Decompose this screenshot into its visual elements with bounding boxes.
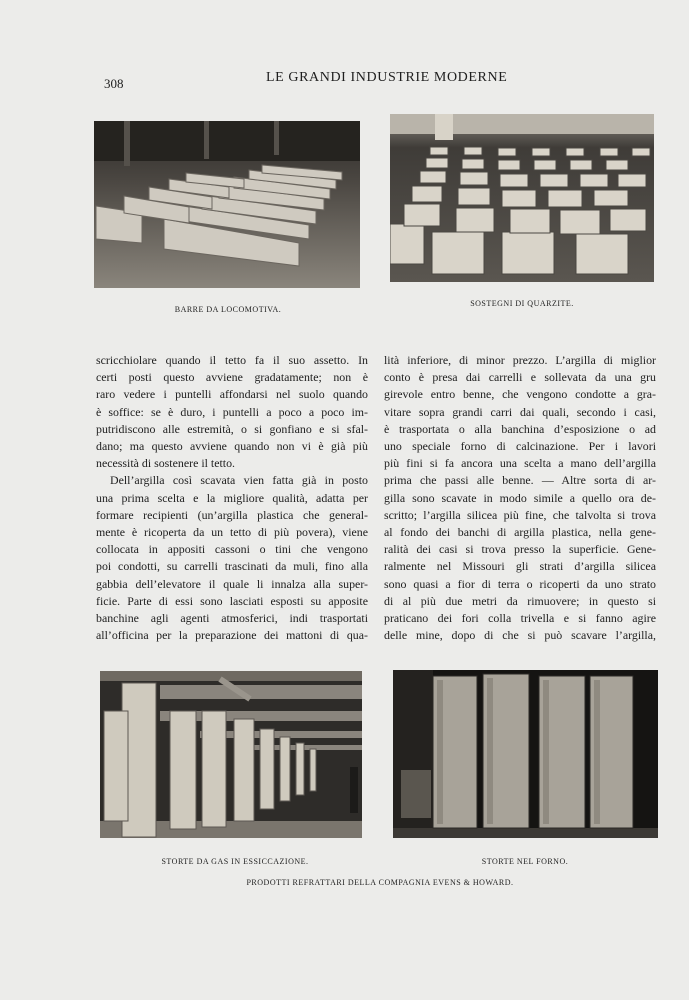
text-line: scritto; l’argilla silicea più fine, che talvolta si trova: [384, 507, 656, 522]
text-line: raro vedere i puntelli affondarsi nel suolo quando: [96, 387, 368, 402]
text-line: dano; ma questo avviene quando non vi è già più: [96, 439, 368, 454]
text-line: ralmente nel Missouri gli strati d’argilla silicea: [384, 559, 656, 574]
text-line: prima che passi alle benne. — Altre sorta di ar-: [384, 473, 656, 488]
figure-caption-quartzite-supports: SOSTEGNI DI QUARZITE.: [470, 299, 574, 308]
text-line: sono quasi a fior di terra o ricoperti da uno strato: [384, 576, 656, 591]
text-line: banchine agli agenti atmosferici, indi trasportati: [96, 611, 368, 626]
text-line: ficie. Parte di essi sono lasciati esposti su apposite: [96, 593, 368, 608]
figure-caption-gas-retorts: STORTE DA GAS IN ESSICCAZIONE.: [161, 857, 309, 866]
text-line: di al più due metri da rimuovere; in questo si: [384, 593, 656, 608]
running-title: LE GRANDI INDUSTRIE MODERNE: [266, 70, 508, 85]
text-line: è trasportata o alla banchina d’esposizione o ad: [384, 421, 656, 436]
text-line: una prima scelta e la migliore qualità, adatta per: [96, 490, 368, 505]
quartzite-supports-photo: [390, 114, 654, 282]
retorts-in-kiln-photo: [393, 670, 658, 838]
gas-retorts-drying-photo: [100, 671, 362, 838]
paragraph: [96, 472, 368, 644]
text-line: putridiscono alle estremità, o si gonfiano e si sfal-: [96, 421, 368, 436]
plate-caption: PRODOTTI REFRATTARI DELLA COMPAGNIA EVENS & HOWARD.: [246, 878, 514, 887]
left-text-column: [96, 352, 368, 644]
text-line: delle mine, dopo di che si può scavare l’argilla,: [384, 628, 656, 643]
text-line: girevole entro benne, che vengono condotte a gra-: [384, 387, 656, 402]
text-line: ralità dei casi si trova presso la superficie. Gene-: [384, 542, 656, 557]
text-line: al fondo dei banchi di argilla plastica, nella gene-: [384, 525, 656, 540]
text-line: praticano dei fori colla trivella e si fanno agire: [384, 611, 656, 626]
text-line: lità inferiore, di minor prezzo. L’argilla di miglior: [384, 353, 656, 367]
text-line: all’officina per la preparazione dei mattoni di qua-: [96, 628, 368, 643]
page-number: 308: [104, 76, 124, 91]
text-line: certi posti questo avviene gradatamente; non è: [96, 370, 368, 385]
text-line: vitare sopra grandi carri dai quali, secondo i casi,: [384, 404, 656, 419]
paragraph: [96, 352, 368, 472]
text-line: più fini si fa ancora una scelta a mano dell’argilla: [384, 456, 656, 471]
paragraph: [384, 352, 656, 644]
text-line: scricchiolare quando il tetto fa il suo assetto. In: [96, 353, 368, 367]
text-line: gilla sono scavate in modo simile a quello ora de-: [384, 490, 656, 505]
text-line: gabbia dell’elevatore il quale li innalza alla super-: [96, 576, 368, 591]
text-line: collocata in appositi cassoni o tini che vengono: [96, 542, 368, 557]
figure-caption-locomotive-bars: BARRE DA LOCOMOTIVA.: [174, 305, 282, 314]
text-line: mente è ricoperta da un tetto di più povera), viene: [96, 525, 368, 540]
text-line: Dell’argilla così scavata vien fatta già in posto: [110, 473, 368, 488]
text-line: è soffice: se è duro, i puntelli a poco a poco im-: [96, 404, 368, 419]
figure-caption-retorts-in-kiln: STORTE NEL FORNO.: [481, 857, 569, 866]
text-line: uno speciale forno di calcinazione. Per i lavori: [384, 439, 656, 454]
locomotive-bars-photo: [94, 121, 360, 288]
text-line: poi condotti, su carrelli trascinati da muli, fino alla: [96, 559, 368, 574]
right-text-column: [384, 352, 656, 644]
text-line: necessità di sostenere il tetto.: [96, 456, 236, 471]
text-line: formare recipienti (un’argilla plastica che general-: [96, 507, 368, 522]
text-line: conto è presa dai carrelli e sollevata da una gru: [384, 370, 656, 385]
